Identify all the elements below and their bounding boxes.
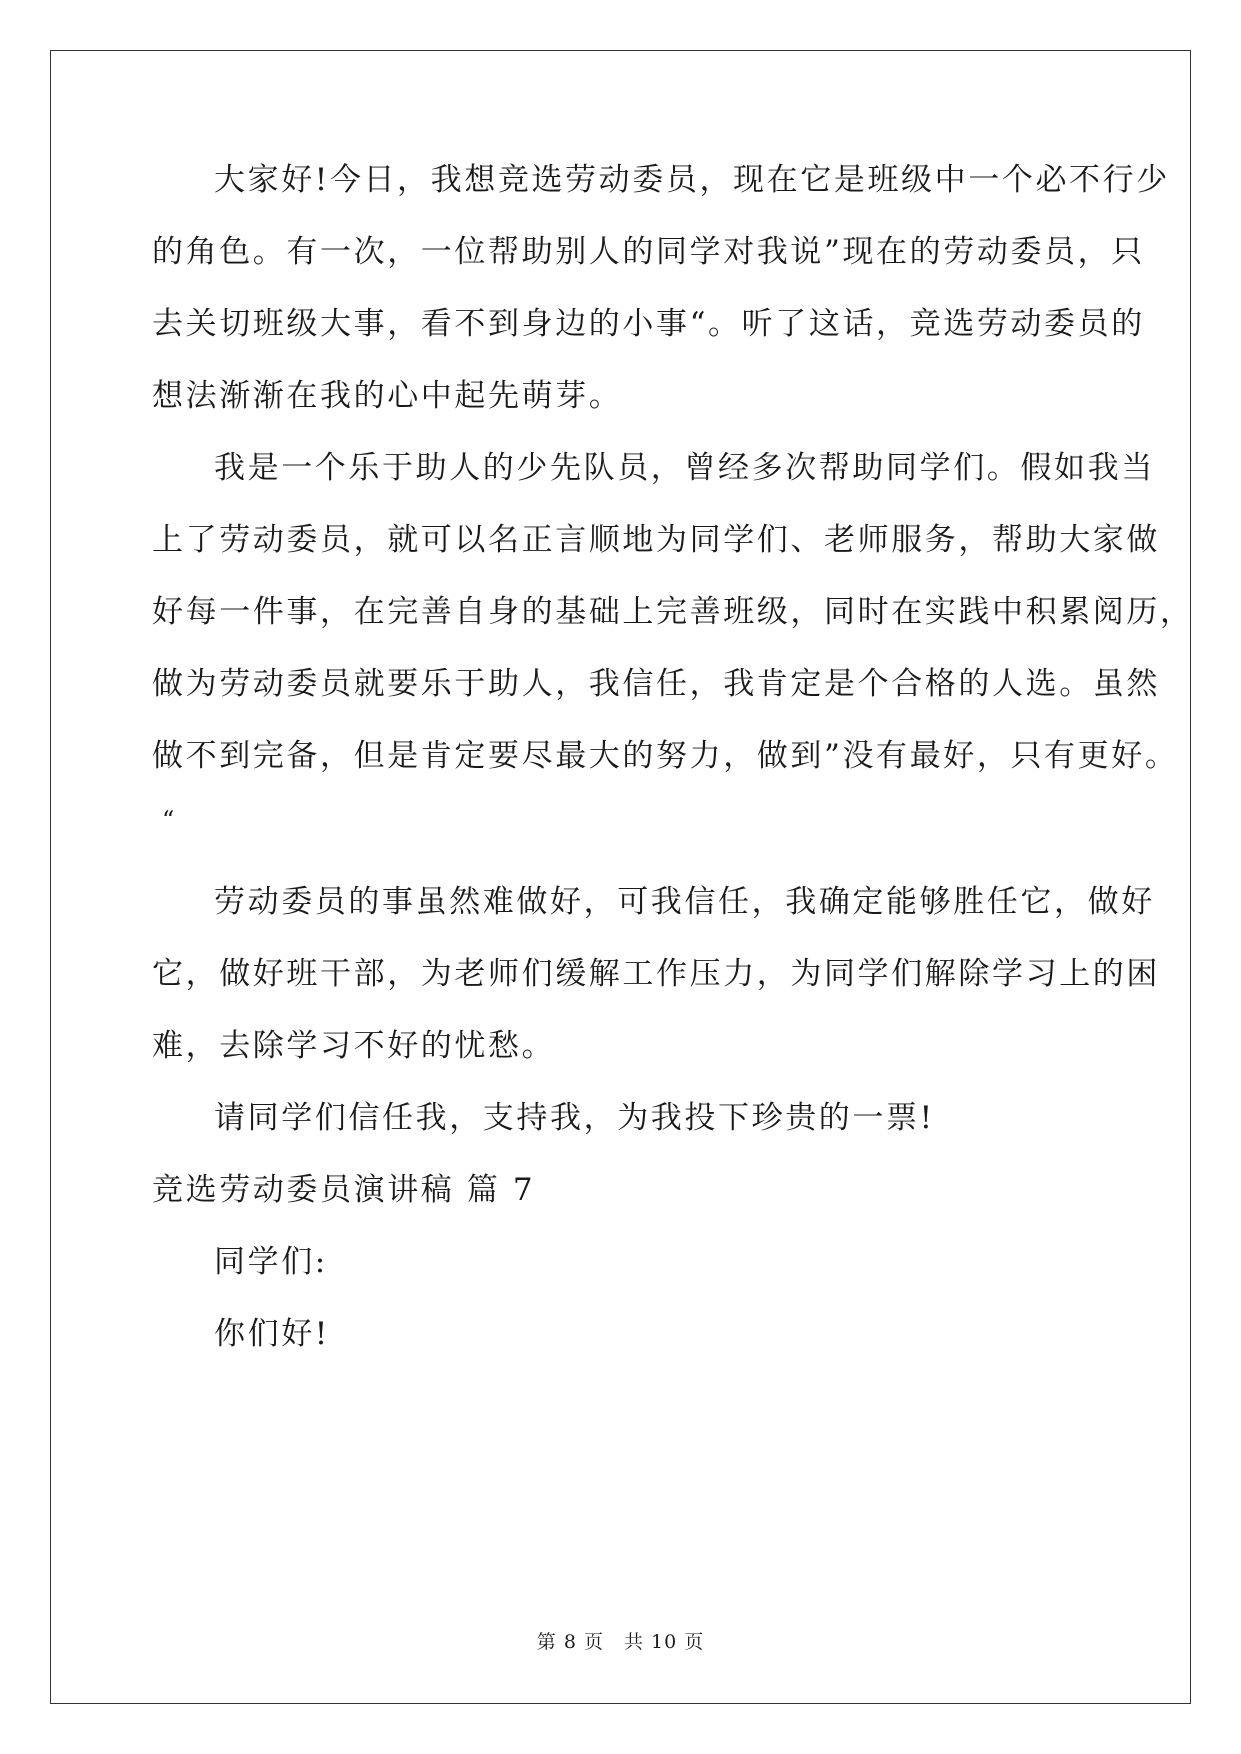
paragraph-line: “ xyxy=(162,806,177,834)
paragraph-line: 做不到完备，但是肯定要尽最大的努力，做到”没有最好，只有更好。 xyxy=(152,738,1179,774)
page-number-footer: 第 8 页 共 10 页 xyxy=(536,1631,705,1653)
paragraph-line: 做为劳动委员就要乐于助人，我信任，我肯定是个合格的人选。虽然 xyxy=(152,666,1160,702)
paragraph-line: 它，做好班干部，为老师们缓解工作压力，为同学们解除学习上的困 xyxy=(152,956,1160,992)
greeting: 你们好! xyxy=(214,1316,330,1352)
page-border xyxy=(50,50,1191,1704)
paragraph-line: 想法渐渐在我的心中起先萌芽。 xyxy=(152,378,623,414)
paragraph-line: 的角色。有一次，一位帮助别人的同学对我说”现在的劳动委员，只 xyxy=(152,234,1145,270)
paragraph-line: 大家好!今日，我想竞选劳动委员，现在它是班级中一个必不行少 xyxy=(214,162,1170,198)
paragraph-line: 请同学们信任我，支持我，为我投下珍贵的一票! xyxy=(214,1100,935,1136)
section-heading: 竞选劳动委员演讲稿 篇 7 xyxy=(152,1172,536,1208)
paragraph-line: 好每一件事，在完善自身的基础上完善班级，同时在实践中积累阅历， xyxy=(152,594,1194,630)
paragraph-line: 我是一个乐于助人的少先队员，曾经多次帮助同学们。假如我当 xyxy=(214,450,1155,486)
paragraph-line: 难，去除学习不好的忧愁。 xyxy=(152,1028,556,1064)
paragraph-line: 劳动委员的事虽然难做好，可我信任，我确定能够胜任它，做好 xyxy=(214,884,1155,920)
paragraph-line: 去关切班级大事，看不到身边的小事“。听了这话，竞选劳动委员的 xyxy=(152,306,1145,342)
salutation: 同学们: xyxy=(214,1244,328,1280)
paragraph-line: 上了劳动委员，就可以名正言顺地为同学们、老师服务，帮助大家做 xyxy=(152,522,1160,558)
